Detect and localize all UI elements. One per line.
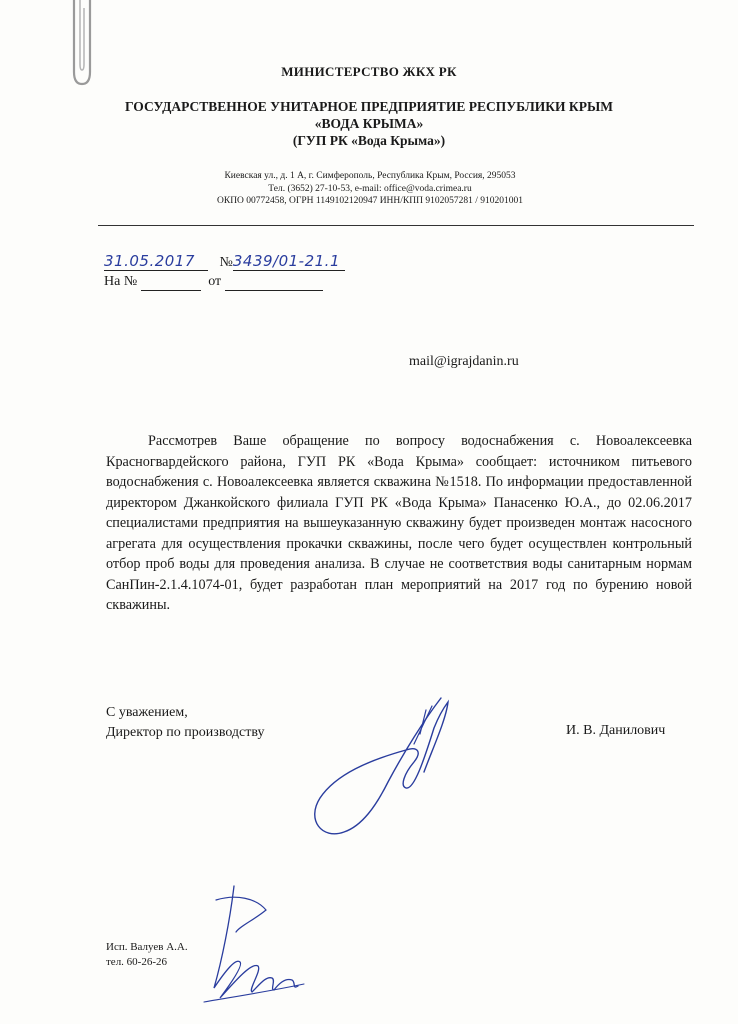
signer-position: Директор по производству	[106, 725, 265, 740]
incoming-reference	[104, 274, 323, 291]
letter-number: 3439/01-21.1	[233, 252, 345, 271]
registry-codes: ОКПО 00772458, ОГРН 1149102120947 ИНН/КПП 9102057281 / 910201001	[217, 196, 523, 206]
recipient-email: mail@igrajdanin.ru	[409, 354, 519, 369]
signer-name: И. В. Данилович	[566, 723, 666, 738]
organization-name	[0, 98, 738, 149]
letter-body	[106, 431, 692, 616]
executor-phone: тел. 60-26-26	[106, 956, 168, 968]
org-line-3: (ГУП РК «Вода Крыма»)	[292, 133, 446, 148]
phone-email: Тел. (3652) 27-10-53, e-mail: office@voda.crimea.ru	[268, 183, 472, 194]
regards-text: С уважением,	[106, 705, 188, 720]
org-line-2: «ВОДА КРЫМА»	[314, 116, 424, 131]
executor-name: Исп. Валуев А.А.	[106, 941, 188, 953]
ministry-name: МИНИСТЕРСТВО ЖКХ РК	[281, 64, 457, 79]
contact-block	[120, 170, 620, 208]
closing-block	[106, 703, 265, 743]
letter-date: 31.05.2017	[104, 252, 208, 271]
header-divider	[98, 225, 694, 226]
reply-number-blank	[141, 274, 201, 291]
org-line-1: ГОСУДАРСТВЕННОЕ УНИТАРНОЕ ПРЕДПРИЯТИЕ РЕСПУБЛИКИ КРЫМ	[125, 99, 613, 114]
body-paragraph: Рассмотрев Ваше обращение по вопросу водоснабжения с. Новоалексеевка Красногвардейского района, ГУП РК «Вода Крыма» сообщает: источником питьевого водоснабжения с. Новоалексеевка является скважина №1518. По информации предоставленной директором Джанкойского филиала ГУП РК «Вода Крыма» Панасенко Ю.А., до 02.06.2017 специалистами предприятия на вышеуказанную скважину будет произведен монтаж насосного агрегата для осуществления прокачки скважины, после чего будет осуществлен контрольный отбор проб воды для проведения анализа. В случае не соответствия воды санитарным нормам СанПин-2.1.4.1074-01, будет разработан план мероприятий на 2017 год по бурению новой скважины.	[106, 433, 692, 613]
outgoing-registration	[104, 252, 345, 271]
number-label: №	[219, 255, 233, 270]
reply-date-blank	[225, 274, 323, 291]
reply-from-label: от	[208, 274, 222, 289]
executor-block	[106, 940, 188, 970]
address: Киевская ул., д. 1 А, г. Симферополь, Республика Крым, Россия, 295053	[224, 171, 516, 181]
reply-number-label: На №	[104, 274, 138, 289]
executor-signature	[196, 880, 316, 1010]
director-signature	[296, 690, 466, 850]
